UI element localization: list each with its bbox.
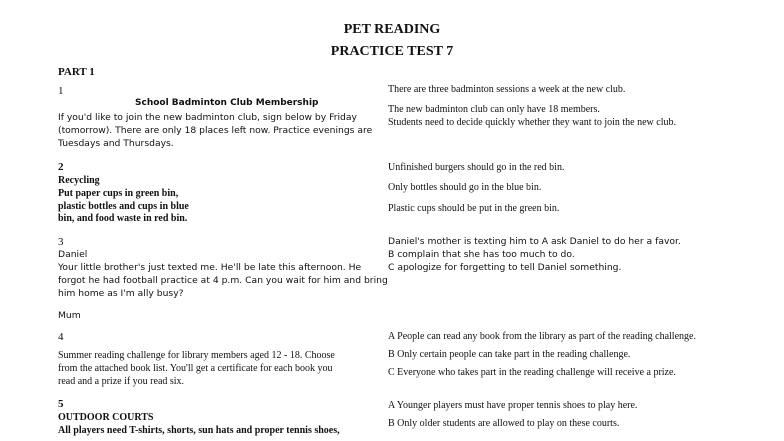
question-4-option-a: A People can read any book from the library as part of the reading challenge.	[388, 331, 696, 342]
question-2-option-1: Unfinished burgers should go in the red bin.	[388, 162, 565, 173]
question-2-line-1: Put paper cups in green bin,	[58, 188, 179, 199]
question-1-line-1: If you'd like to join the new badminton club, sign below by Friday	[58, 112, 357, 123]
question-4-line-2: from the attached book list. You'll get a certificate for each book you	[58, 363, 333, 374]
question-3-signoff: Mum	[58, 310, 81, 321]
question-1-option-3: Students need to decide quickly whether they want to join the new club.	[388, 117, 676, 128]
question-5-option-a: A Younger players must have proper tennis shoes to play here.	[388, 400, 638, 411]
question-2-line-3: bin, and food waste in red bin.	[58, 213, 188, 224]
question-3-option-2: B complain that she has too much to do.	[388, 249, 575, 260]
question-1-option-1: There are three badminton sessions a week at the new club.	[388, 84, 626, 95]
question-2-option-3: Plastic cups should be put in the green bin.	[388, 203, 560, 214]
question-4-option-b: B Only certain people can take part in the reading challenge.	[388, 349, 631, 360]
question-1-option-2: The new badminton club can only have 18 members.	[388, 104, 600, 115]
question-3-line-2: forgot he had football practice at 4 p.m. Can you wait for him and bring	[58, 275, 388, 286]
question-1-line-2: (tomorrow). There are only 18 places left now. Practice evenings are	[58, 125, 373, 136]
question-2-option-2: Only bottles should go in the blue bin.	[388, 182, 542, 193]
page-title: PET READING	[343, 22, 441, 37]
question-2-heading: Recycling	[58, 175, 100, 186]
question-4-number: 4	[58, 331, 64, 343]
question-3-option-3: C apologize for forgetting to tell Daniel something.	[388, 262, 622, 273]
question-4-option-c: C Everyone who takes part in the reading challenge will receive a prize.	[388, 367, 676, 378]
question-5-line-1: All players need T-shirts, shorts, sun hats and proper tennis shoes,	[58, 425, 340, 436]
question-3-option-1: Daniel's mother is texting him to A ask Daniel to do her a favor.	[388, 236, 681, 247]
part-heading: PART 1	[58, 66, 95, 78]
question-4-line-3: read and a prize if you read six.	[58, 376, 185, 387]
question-3-line-1: Your little brother's just texted me. He'll be late this afternoon. He	[58, 262, 362, 273]
question-1-heading: School Badminton Club Membership	[135, 98, 319, 108]
question-1-number: 1	[58, 85, 64, 97]
question-3-line-3: him home as I'm ally busy?	[58, 288, 184, 299]
question-5-heading: OUTDOOR COURTS	[58, 412, 154, 423]
question-2-number: 2	[58, 161, 64, 173]
question-5-option-b: B Only older students are allowed to play on these courts.	[388, 418, 620, 429]
page-subtitle: PRACTICE TEST 7	[330, 44, 454, 59]
question-3-heading: Daniel	[58, 249, 88, 260]
question-1-line-3: Tuesdays and Thursdays.	[58, 138, 174, 149]
question-3-number: 3	[58, 236, 64, 248]
question-2-line-2: plastic bottles and cups in blue	[58, 201, 189, 212]
question-4-line-1: Summer reading challenge for library members aged 12 - 18. Choose	[58, 350, 335, 361]
question-5-number: 5	[58, 398, 64, 410]
